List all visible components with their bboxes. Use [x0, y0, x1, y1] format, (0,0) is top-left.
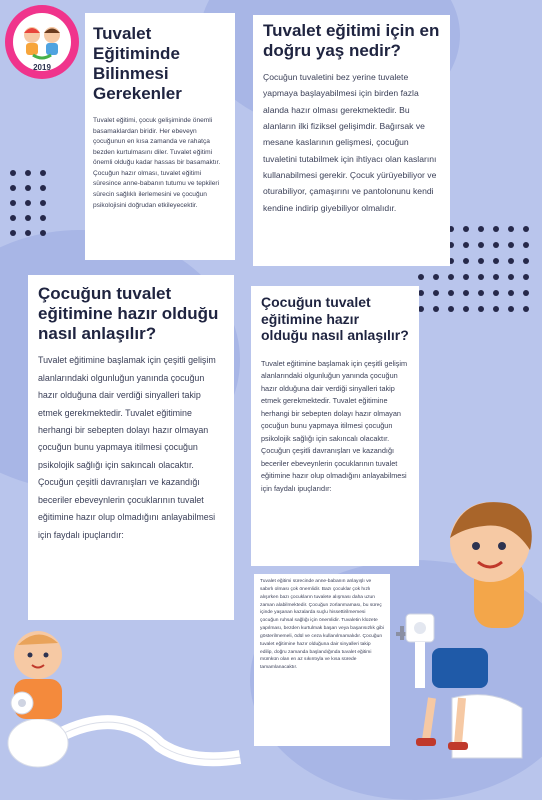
card-body: Tuvalet eğitimi sürecinde anne-babanın anlayışlı ve sabırlı olması çok önemlidir. Bazı çocuklar çok hızlı alışırken bazı çocukların tuvalete alışması daha uzun zaman alabilmektedir. Çocuğun zorlanmaması, bu süreç içinde yaşanan kazalarda suçlu hissettirilmemesi çocuğun ruhsal sağlığı için önemlidir. Tuvaletin klozete yapılması, bezden kurtulmak başarı veya başarısızlık gibi gösterilmemeli, ödül ve ceza kullanılmamalıdır. Çocuğun tuvalet eğitimine hazır olduğuna dair sinyalleri takip edilip, doğru zamanda başlandığında tuvalet eğitimi mümkün olan en az sıkıntıyla ve kısa sürede tamamlanacaktır. [260, 579, 384, 671]
card-body: Tuvalet eğitimine başlamak için çeşitli gelişim alanlarındaki olgunluğun yanında çocuğun hazır olduğuna dair verdiği sinyalleri takip etmek gerekmektedir. Tuvalet eğitimine herhangi bir sebepten dolayı hazır olmayan çocuğun bunu yapmaya itilmesi çocuğun psikolojik sağlığı için sakıncalı olacaktır. Çocuğun çeşitli davranışları ve kazandığı beceriler ebeveynlerin çocuklarının tuvalet eğitimine hazır olup olmadığını anlayabilmesi için faydalı ipuçlarıdır: [261, 358, 408, 494]
card-body: Tuvalet eğitimine başlamak için çeşitli gelişim alanlarındaki olgunluğun yanında çocuğun hazır olduğuna dair verdiği sinyalleri takip etmek gerekmektedir. Tuvalet eğitimine herhangi bir sebepten dolayı hazır olmayan çocuğun bunu yapmaya itilmesi çocuğun psikolojik sağlığı için sakıncalı olacaktır. Çocuğun çeşitli davranışları ve kazandığı beceriler ebeveynlerin çocuklarının tuvalet eğitimine hazır olup olmadığını anlayabilmesi için faydalı ipuçlarıdır: [38, 355, 216, 540]
card-body: Tuvalet eğitimi, çocuk gelişiminde önemli basamaklardan biridir. Her ebeveyn çocuğunun en kısa zamanda ve rahatça bezden kurtulmasını diler. Tuvalet eğitimi önemli olduğu kadar hassas bir basamaktır. Çocuğun hazır olması, tuvalet eğitimi süresince anne-babanın tutumu ve tepkileri sürecin sağlıklı ilerlemesini ve çocuğun psikolojisini doğrudan etkileyecektir. [93, 117, 221, 209]
kindergarten-logo [3, 3, 81, 81]
card-readiness-signs [28, 275, 234, 620]
boy-on-toilet-illustration [392, 498, 542, 768]
card-body: Çocuğun tuvaletini bez yerine tuvalete yapmaya başlayabilmesi için birden fazla alanda hazır olması gerekmektedir. Bu alanların ilki fiziksel gelişimdir. Bağırsak ve mesane kaslarının gelişmesi, çocuğun tuvaletini tutabilmek için ihtiyacı olan kaslarını kullanabilmesi gerekir. Çocuk yürüyebiliyor ve oturabiliyor, çamaşırını ve pantolonunu kendi kendine indirip giyebiliyor olmalıdır. [263, 72, 437, 213]
card-parent-patience [254, 574, 390, 746]
card-toilet-training-basics [85, 13, 235, 260]
logo-year: 2019 [33, 63, 51, 72]
card-title: Tuvalet eğitimi için en doğru yaş nedir? [263, 21, 440, 61]
baby-toilet-paper-illustration [0, 625, 250, 768]
card-title: Tuvalet Eğitiminde Bilinmesi Gerekenler [93, 24, 182, 104]
card-best-age [253, 15, 450, 266]
card-title: Çocuğun tuvalet eğitimine hazır olduğu nasıl anlaşılır? [38, 284, 219, 344]
dot-pattern-left [10, 170, 46, 236]
card-title: Çocuğun tuvalet eğitimine hazır olduğu nasıl anlaşılır? [261, 294, 409, 344]
